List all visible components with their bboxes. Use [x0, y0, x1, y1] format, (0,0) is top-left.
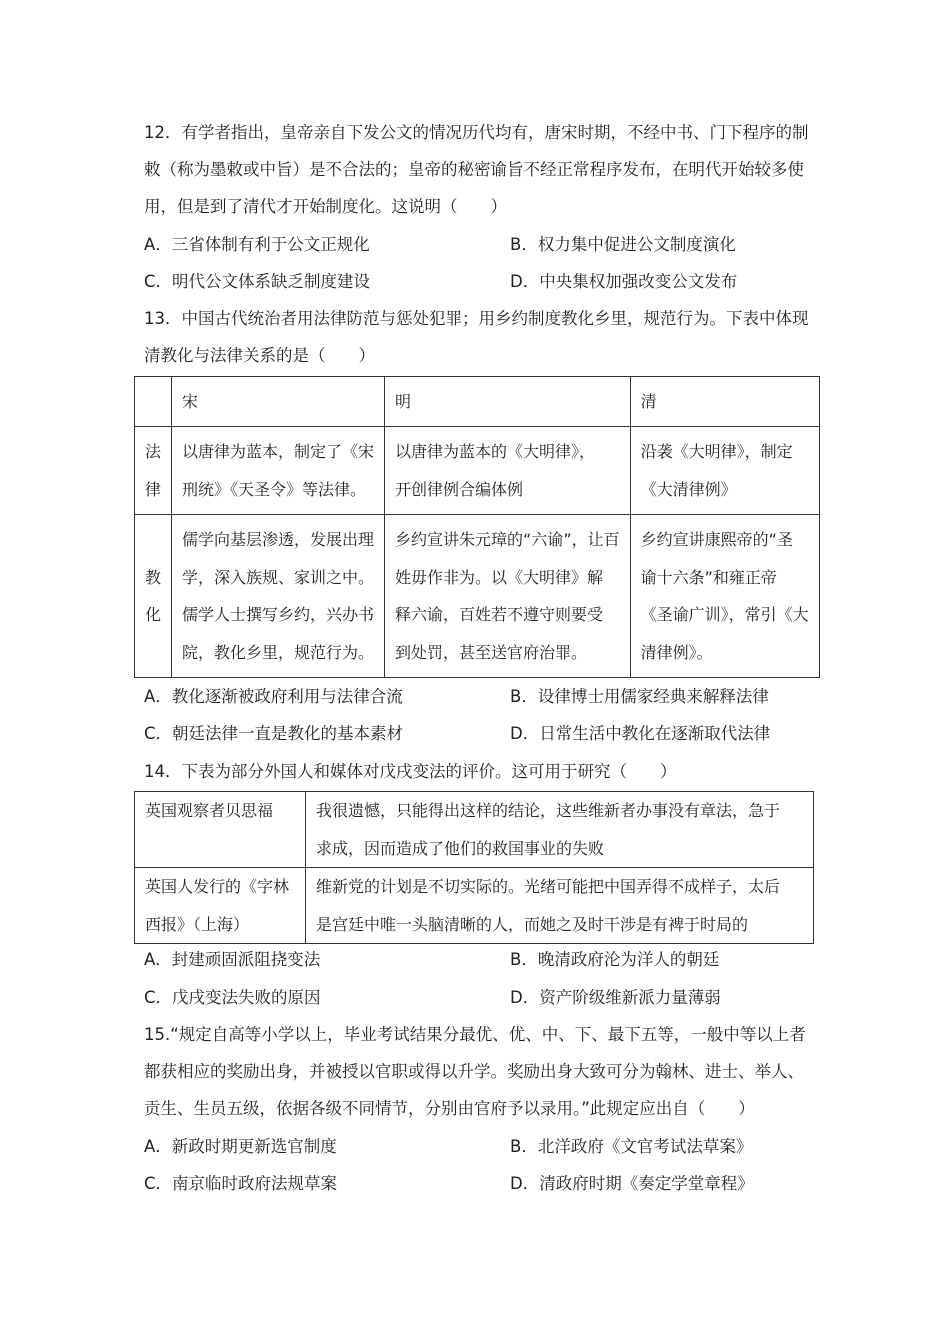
- q13-stem-line: 清教化与法律关系的是（ ）: [144, 346, 375, 365]
- q13-cell-law-qing: 沿袭《大明律》，制定 《大清律例》: [630, 427, 819, 515]
- q15-stem-line: 都获相应的奖励出身，并被授以官职或得以升学。奖励出身大致可分为翰林、进士、举人、: [144, 1062, 804, 1081]
- q12-option-b[interactable]: B．权力集中促进公文制度演化: [510, 235, 736, 254]
- q13-table-header-row: [135, 377, 820, 427]
- q12-stem-line: 12．有学者指出，皇帝亲自下发公文的情况历代均有，唐宋时期，不经中书、门下程序的制: [144, 123, 809, 142]
- q14-source-cell: 英国人发行的《字林 西报》（上海）: [135, 868, 306, 944]
- q14-source-cell: 英国观察者贝思福: [135, 792, 306, 868]
- q12-option-a[interactable]: A．三省体制有利于公文正规化: [144, 235, 370, 254]
- q13-cell-edu-ming: 乡约宣讲朱元璋的“六谕”，让百 姓毋作非为。以《大明律》解 释六谕，百姓若不遵守则要受 到处罚，甚至送官府治罪。: [385, 515, 631, 678]
- q14-option-b[interactable]: B．晚清政府沦为洋人的朝廷: [510, 950, 720, 969]
- q13-option-d[interactable]: D．日常生活中教化在逐渐取代法律: [510, 724, 771, 743]
- q13-header-ming: 明: [385, 377, 631, 427]
- q15-option-b[interactable]: B．北洋政府《文官考试法草案》: [510, 1137, 753, 1156]
- q14-comment-cell: 维新党的计划是不切实际的。光绪可能把中国弄得不成样子，太后 是宫廷中唯一头脑清晰的人，而她之及时干涉是有裨于时局的: [306, 868, 814, 944]
- q13-row-law: [135, 427, 820, 515]
- q14-stem-line: 14．下表为部分外国人和媒体对戊戌变法的评价。这可用于研究（ ）: [144, 762, 677, 781]
- q13-row-label-edu: 教 化: [135, 515, 172, 678]
- q13-row-label-law: 法 律: [135, 427, 172, 515]
- q12-stem-line: 用，但是到了清代才开始制度化。这说明（ ）: [144, 197, 507, 216]
- q12-stem-line: 敕（称为墨敕或中旨）是不合法的；皇帝的秘密谕旨不经正常程序发布，在明代开始较多使: [144, 160, 804, 179]
- q13-option-c[interactable]: C．朝廷法律一直是教化的基本素材: [144, 724, 404, 743]
- q15-stem-line: 15.“规定自高等小学以上，毕业考试结果分最优、优、中、下、最下五等，一般中等以上者: [144, 1025, 806, 1044]
- q13-header-song: 宋: [172, 377, 385, 427]
- q13-header-qing: 清: [630, 377, 819, 427]
- q15-stem-line: 贡生、生员五级，依据各级不同情节，分别由官府予以录用。”此规定应出自（ ）: [144, 1099, 755, 1118]
- q12-option-c[interactable]: C．明代公文体系缺乏制度建设: [144, 272, 371, 291]
- q13-cell-edu-qing: 乡约宣讲康熙帝的“圣 谕十六条”和雍正帝 《圣谕广训》，常引《大 清律例》。: [630, 515, 819, 678]
- q15-option-c[interactable]: C．南京临时政府法规草案: [144, 1174, 338, 1193]
- q12-option-d[interactable]: D．中央集权加强改变公文发布: [510, 272, 738, 291]
- q15-option-d[interactable]: D．清政府时期《奏定学堂章程》: [510, 1174, 754, 1193]
- q15-option-a[interactable]: A．新政时期更新选官制度: [144, 1137, 337, 1156]
- q13-cell-law-ming: 以唐律为蓝本的《大明律》， 开创律例合编体例: [385, 427, 631, 515]
- q13-cell-law-song: 以唐律为蓝本，制定了《宋 刑统》《天圣令》等法律。: [172, 427, 385, 515]
- q13-cell-edu-song: 儒学向基层渗透，发展出理 学，深入族规、家训之中。 儒学人士撰写乡约，兴办书 院，教化乡里，规范行为。: [172, 515, 385, 678]
- q13-option-b[interactable]: B．设律博士用儒家经典来解释法律: [510, 687, 769, 706]
- q14-option-a[interactable]: A．封建顽固派阻挠变法: [144, 950, 321, 969]
- q13-table-corner-cell: [135, 377, 172, 427]
- q13-row-edu: [135, 515, 820, 678]
- q14-row: [135, 868, 814, 944]
- q13-stem-line: 13．中国古代统治者用法律防范与惩处犯罪；用乡约制度教化乡里，规范行为。下表中体现: [144, 309, 809, 328]
- q14-row: [135, 792, 814, 868]
- q13-option-a[interactable]: A．教化逐渐被政府利用与法律合流: [144, 687, 403, 706]
- q14-comment-cell: 我很遗憾，只能得出这样的结论，这些维新者办事没有章法，急于 求成，因而造成了他们的救国事业的失败: [306, 792, 814, 868]
- q14-option-d[interactable]: D．资产阶级维新派力量薄弱: [510, 988, 721, 1007]
- q14-option-c[interactable]: C．戊戌变法失败的原因: [144, 988, 321, 1007]
- q13-table: [134, 376, 820, 678]
- q14-table: [134, 791, 814, 944]
